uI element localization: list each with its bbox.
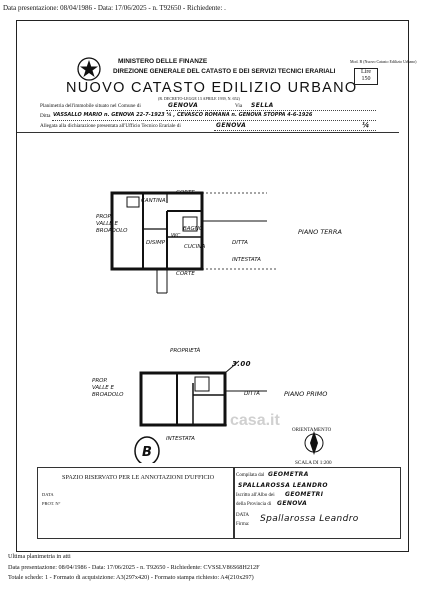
iscritto-label: Iscritto all'Albo dei xyxy=(236,493,275,498)
office-prot-label: PROT. N° xyxy=(42,501,61,506)
compilata-label: Compilata dal xyxy=(236,473,265,478)
office-data-label: DATA xyxy=(42,492,54,497)
scale-label: SCALA DI 1:200 xyxy=(295,460,332,466)
allegata-label: Allegata alla dichiarazione presentata all'Ufficio Tecnico Erariale di xyxy=(40,123,181,129)
office-annotations-label: SPAZIO RISERVATO PER LE ANNOTAZIONI D'UFFICIO xyxy=(62,474,215,481)
stamp-fee-box xyxy=(354,68,378,85)
direction-name: DIREZIONE GENERALE DEL CATASTO E DEI SERVIZI TECNICI ERARIALI xyxy=(113,68,336,75)
compiler-data-label: DATA xyxy=(236,513,249,518)
plan-label-intestata-bottom: INTESTATA xyxy=(166,436,195,442)
provincia-value: GENOVA xyxy=(277,500,308,507)
iscritto-value: GEOMETRI xyxy=(285,491,324,498)
plan-label-disimp: DISIMP xyxy=(146,240,166,246)
watermark-text: casa.it xyxy=(230,412,280,429)
ministry-name: MINISTERO DELLE FINANZE xyxy=(118,58,208,65)
plan-label-ditta-bottom: DITTA xyxy=(244,391,260,397)
lire-value: 150 xyxy=(361,76,371,82)
plan-label-intestata-top: INTESTATA xyxy=(232,257,261,263)
via-value: SELLA xyxy=(251,102,274,109)
plan-label-elevation: 3.00 xyxy=(232,360,251,368)
compiler-name: SPALLAROSSA LEANDRO xyxy=(238,482,328,489)
provincia-label: della Provincia di xyxy=(236,502,272,507)
document-top-header: Data presentazione: 08/04/1986 - Data: 17/06/2025 - n. T92650 - Richiedente: . xyxy=(3,4,226,12)
comune-dotline xyxy=(166,110,376,111)
firma-label: Firma: xyxy=(236,522,250,527)
law-reference: (R. DECRETO-LEGGE 13 APRILE 1939, N. 652) xyxy=(158,96,240,101)
via-label: Via xyxy=(235,103,243,109)
plan-label-bagno: BAGNO xyxy=(183,226,204,232)
plan-label-cucina: CUCINA xyxy=(184,244,206,250)
plan-label-piano-primo: PIANO PRIMO xyxy=(284,390,328,398)
plan-label-ditta-top: DITTA xyxy=(232,240,248,246)
ditta-label: Ditta xyxy=(40,113,51,119)
plan-label-wc: WC xyxy=(171,233,181,239)
compiler-signature: Spallarossa Leandro xyxy=(260,514,359,524)
footer-line-1: Data presentazione: 08/04/1986 - Data: 17/06/2025 - n. T92650 - Richiedente: CVSSLV86S68H212F xyxy=(8,564,260,571)
republic-emblem-icon xyxy=(76,56,102,82)
comune-value: GENOVA xyxy=(168,102,199,109)
footer-line-2: Totale schede: 1 - Formato di acquisizione: A3(297x420) - Formato stampa richiesto: A4(210x297) xyxy=(8,574,254,581)
plan-label-cantina: CANTINA xyxy=(141,198,166,204)
plan-label-proprieta: PROPRIETÀ xyxy=(170,348,201,354)
ditta-dotline xyxy=(52,120,376,121)
floor-plan-drawing xyxy=(17,133,399,463)
plan-label-corte-top: CORTE xyxy=(176,190,195,196)
stamp-letter-b: B xyxy=(142,445,153,460)
plan-label-prop-valle-bottom: PROP. VALLE E BROADOLO xyxy=(92,378,124,398)
ditta-value: VASSALLO MARIO n. GENOVA 22-7-1923 ¼ , CEVASCO ROMANA n. GENOVA STOPPA 4-6-1926 xyxy=(53,112,313,118)
comune-label: Planimetria dell'immobile situato nel Comune di xyxy=(40,103,141,109)
footer-ultima: Ultima planimetria in atti xyxy=(8,553,71,560)
fraction-value: ¼ xyxy=(362,121,370,129)
plan-label-prop-valle-top: PROP. VALLE E BROADOLO xyxy=(96,214,128,234)
orientation-label: ORIENTAMENTO xyxy=(292,428,332,433)
plan-label-piano-terra: PIANO TERRA xyxy=(298,228,342,236)
ufficio-value: GENOVA xyxy=(216,122,247,129)
plan-label-corte-bottom: CORTE xyxy=(176,271,195,277)
allegata-dotline xyxy=(214,130,376,131)
lire-label: Lire xyxy=(361,69,371,75)
form-title: NUOVO CATASTO EDILIZIO URBANO xyxy=(66,80,358,96)
compilata-value: GEOMETRA xyxy=(268,471,309,478)
model-code: Mod. B (Nuovo Catasto Edilizio Urbano) xyxy=(350,59,417,64)
